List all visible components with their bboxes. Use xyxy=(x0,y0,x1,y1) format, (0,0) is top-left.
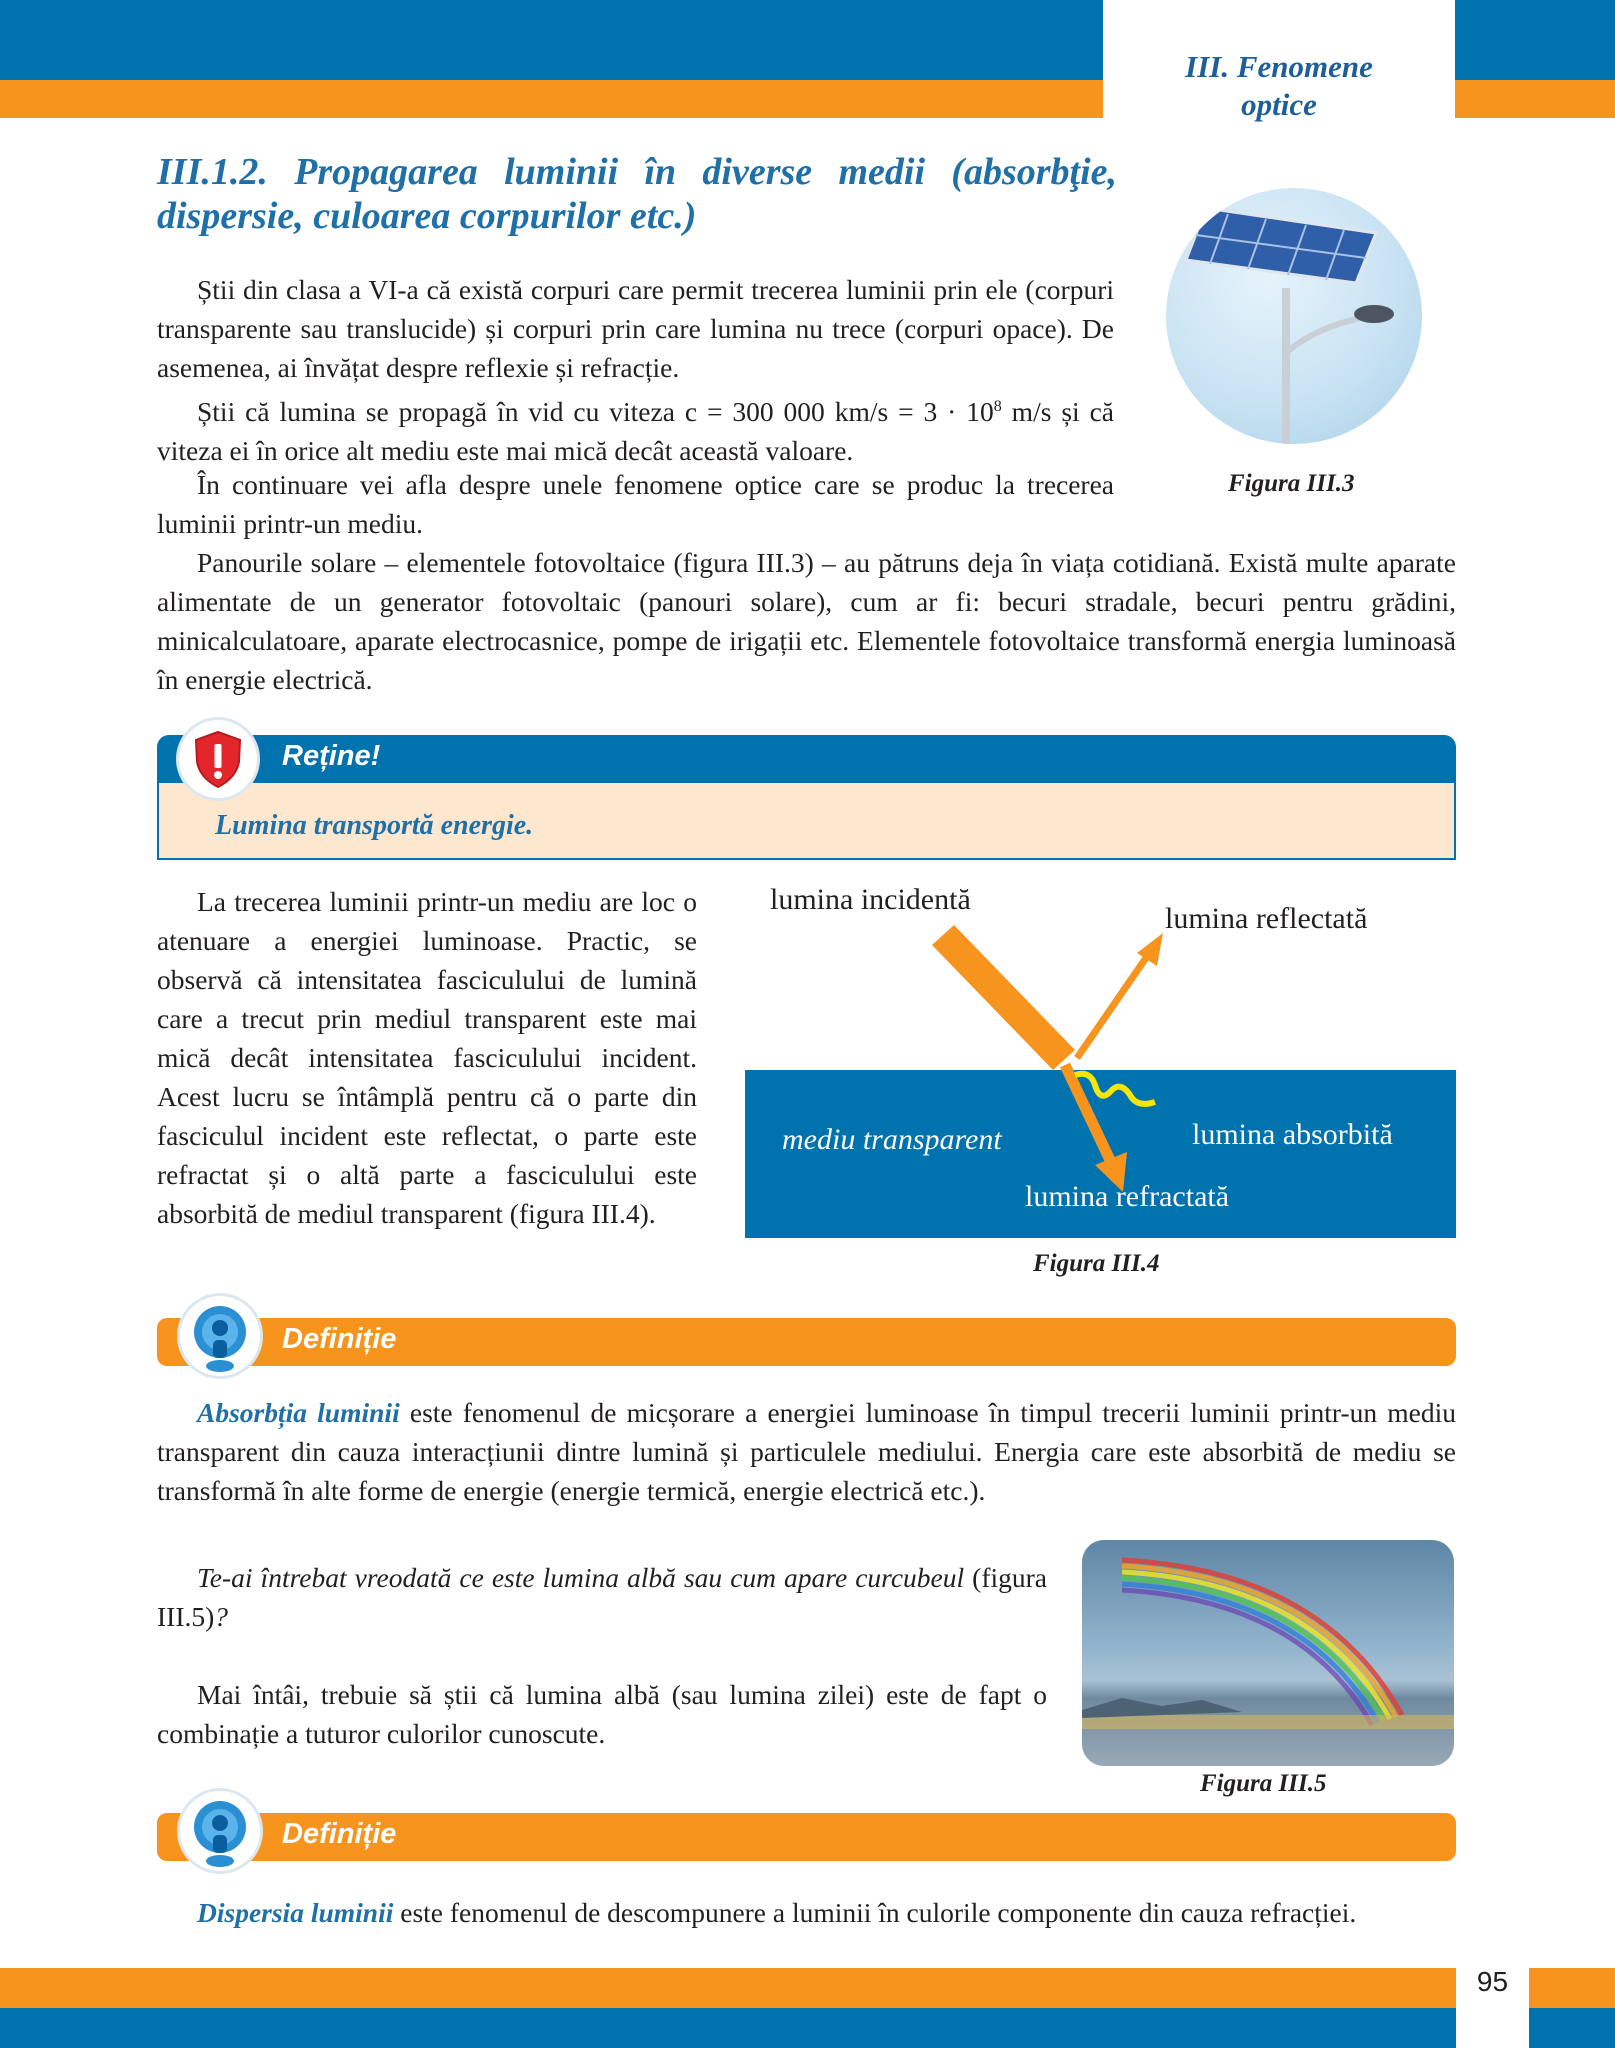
page-number: 95 xyxy=(1476,1966,1509,1997)
intro-paragraph-2: Știi că lumina se propagă în vid cu viteza c = 300 000 $km/s = 3 \cdot 10^8$ m/s și că viteza ei în orice alt mediu este mai mică decât această valoare. xyxy=(157,396,1114,467)
definition-box-1 xyxy=(157,1318,1456,1366)
figure-4-diagram xyxy=(745,880,1456,1280)
rainbow-icon xyxy=(1082,1540,1454,1766)
incident-ray xyxy=(932,925,1075,1070)
refracted-ray xyxy=(1065,1065,1110,1160)
intro-paragraph-4-wrap xyxy=(157,543,1456,699)
white-light-paragraph: Mai întâi, trebuie să știi că lumina albă (sau lumina zilei) este de fapt o combinație a tuturor culorilor cunoscute. xyxy=(157,1679,1047,1749)
retine-text: Lumina transportă energie. xyxy=(215,810,534,841)
definition-1-text-wrap xyxy=(157,1393,1456,1510)
definition-2-badge xyxy=(180,1791,260,1871)
section-title: III.1.2. Propagarea luminii în diverse medii (absorbţie, dispersie, culoarea corpurilor etc.) xyxy=(157,151,1117,237)
definition-1-badge xyxy=(180,1296,260,1376)
intro-paragraph-4: Panourile solare – elementele fotovoltaice (figura III.3) – au pătruns deja în viața cotidiană. Există multe aparate alimentate de un generator fotovoltaic (panouri solare), cum ar fi: becuri stradale, becuri pentru grădini, minicalculatoare, aparate electrocasnice, pompe de irigații etc. Elementele fotovoltaice transformă energia luminoasă în energie electrică. xyxy=(157,547,1456,695)
attenuation-paragraph: La trecerea luminii printr-un mediu are loc o atenuare a energiei luminoase. Practic, se observă că intensitatea fasciculului de lumină care a trecut prin mediul transparent este mai mică decât intensitatea fasciculului incident. Acest lucru se întâmplă pentru că o parte din fasciculul incident este reflectat, o parte este refractat și o altă parte a fasciculului este absorbită de mediul transparent (figura III.4). xyxy=(157,886,697,1229)
reflected-ray xyxy=(1077,952,1150,1058)
bottom-orange-band xyxy=(0,1968,1615,2008)
figure-5-caption: Figura III.5 xyxy=(1200,1770,1327,1797)
intro-paragraph-1: Știi din clasa a VI-a că există corpuri care permit trecerea luminii prin ele (corpuri transparente sau translucide) și corpuri prin care lumina nu trece (corpuri opace). De asemenea, ai învățat despre reflexie și refracție. xyxy=(157,274,1114,383)
label-medium: mediu transparent xyxy=(782,1123,1002,1156)
figure-4-caption: Figura III.4 xyxy=(1033,1250,1160,1277)
question-wrap xyxy=(157,1558,1047,1636)
retine-title: Reține! xyxy=(282,740,381,772)
definition-2-title: Definiție xyxy=(282,1818,397,1850)
attenuation-column xyxy=(157,882,697,1233)
figure-5-image xyxy=(1082,1540,1454,1766)
definition-1-title: Definiție xyxy=(282,1323,397,1355)
solar-lamp-icon xyxy=(1166,188,1422,444)
intro-paragraph-3: În continuare vei afla despre unele fenomene optice care se produc la trecerea luminii printr-un mediu. xyxy=(157,469,1114,539)
retine-box xyxy=(157,735,1456,860)
label-incident: lumina incidentă xyxy=(770,883,971,916)
question-paragraph: Te-ai întrebat vreodată ce este lumina albă sau cum apare curcubeul (figura III.5)? xyxy=(157,1562,1047,1632)
figure-3-image xyxy=(1166,188,1422,444)
retine-badge xyxy=(179,720,257,798)
white-light-wrap xyxy=(157,1675,1047,1753)
page-number-tab xyxy=(1456,1950,1529,2048)
label-refracted: lumina refractată xyxy=(1025,1180,1230,1213)
info-bulb-icon xyxy=(180,1791,260,1871)
shield-warning-icon xyxy=(179,720,257,798)
definition-box-2 xyxy=(157,1813,1456,1861)
label-absorbed: lumina absorbită xyxy=(1192,1118,1393,1151)
chapter-title: III. Fenomene optice xyxy=(1185,49,1373,122)
definition-1-term: Absorbția luminii xyxy=(197,1397,400,1428)
info-bulb-icon xyxy=(180,1296,260,1376)
figure-3-caption: Figura III.3 xyxy=(1228,470,1355,497)
definition-2-text-wrap xyxy=(157,1893,1467,1932)
definition-1-text: Absorbția luminii este fenomenul de micșorare a energiei luminoase în timpul trecerii luminii printr-un mediu transparent din cauza interacțiunii dintre lumină și particulele mediului. Energia care este absorbită de mediu se transformă în alte forme de energie (energie termică, energie electrică etc.). xyxy=(157,1397,1456,1506)
definition-2-text: Dispersia luminii este fenomenul de descompunere a luminii în culorile componente din cauza refracției. xyxy=(197,1897,1357,1928)
bottom-blue-band xyxy=(0,2008,1615,2048)
intro-column xyxy=(157,270,1114,470)
label-reflected: lumina reflectată xyxy=(1165,902,1368,935)
definition-2-term: Dispersia luminii xyxy=(197,1897,394,1928)
